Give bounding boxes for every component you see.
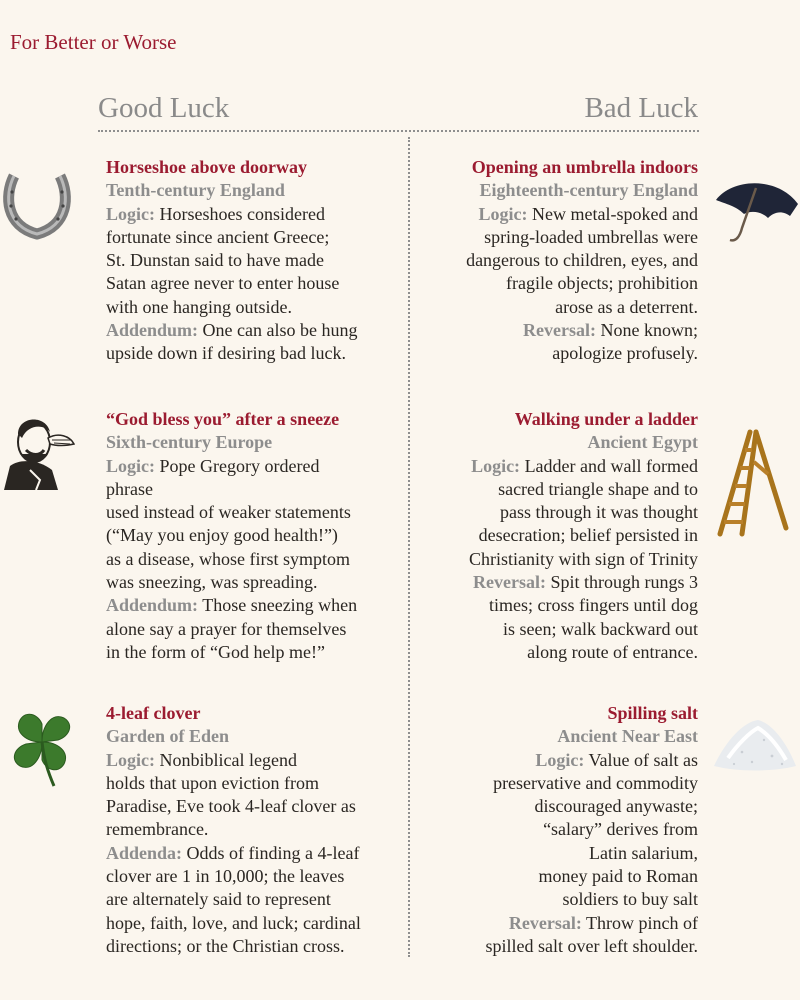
text-line: Ladder and wall formed: [524, 455, 698, 476]
text-line: holds that upon eviction from: [106, 772, 319, 793]
text-line: Christianity with sign of Trinity: [468, 548, 698, 569]
text-line: directions; or the Christian cross.: [106, 935, 345, 956]
addenda-paragraph: [106, 842, 396, 958]
logic-label: Logic:: [106, 455, 155, 476]
text-line: Paradise, Eve took 4-leaf clover as: [106, 796, 356, 817]
entry-title: Horseshoe above doorway: [106, 157, 307, 177]
logic-paragraph: [106, 749, 396, 842]
reversal-label: Reversal:: [473, 572, 546, 593]
text-line: is seen; walk backward out: [503, 618, 698, 639]
text-line: Pope Gregory ordered: [159, 455, 320, 476]
good-luck-entry-clover: [106, 702, 396, 958]
text-line: desecration; belief persisted in: [478, 525, 698, 546]
logic-paragraph: [408, 203, 698, 319]
text-line: times; cross fingers until dog: [489, 595, 698, 616]
text-line: alone say a prayer for themselves: [106, 618, 347, 639]
bad-luck-entry-salt: [408, 702, 698, 958]
text-line: clover are 1 in 10,000; the leaves: [106, 866, 345, 887]
text-line: money paid to Roman: [538, 866, 698, 887]
text-line: pass through it was thought: [500, 502, 698, 523]
text-line: St. Dunstan said to have made: [106, 250, 324, 271]
entry-origin: Ancient Egypt: [587, 432, 698, 453]
text-line: used instead of weaker statements: [106, 502, 351, 523]
entry-origin: Ancient Near East: [557, 726, 698, 747]
entry-title: Spilling salt: [607, 703, 698, 723]
text-line: spring-loaded umbrellas were: [484, 226, 698, 247]
entry-origin: Tenth-century England: [106, 180, 285, 201]
reversal-paragraph: [408, 319, 698, 366]
header-divider: [98, 130, 699, 132]
logic-label: Logic:: [471, 455, 521, 476]
text-line: Value of salt as: [588, 749, 698, 770]
ladder-icon: [712, 428, 790, 538]
text-line: hope, faith, love, and luck; cardinal: [106, 912, 361, 933]
text-line: in the form of “God help me!”: [106, 641, 325, 662]
entry-origin: Garden of Eden: [106, 726, 230, 747]
logic-paragraph: [106, 203, 396, 319]
text-line: apologize profusely.: [552, 343, 698, 364]
entry-origin: Sixth-century Europe: [106, 432, 273, 453]
reversal-paragraph: [408, 912, 698, 959]
entry-origin: Eighteenth-century England: [479, 180, 698, 201]
text-line: fragile objects; prohibition: [506, 273, 698, 294]
logic-paragraph: [408, 455, 698, 571]
text-line: Horseshoes considered: [159, 203, 325, 224]
text-line: discouraged anywaste;: [534, 796, 698, 817]
text-line: arose as a deterrent.: [555, 296, 698, 317]
text-line: remembrance.: [106, 819, 209, 840]
entry-title: 4-leaf clover: [106, 703, 201, 723]
logic-label: Logic:: [106, 203, 155, 224]
reversal-label: Reversal:: [523, 320, 596, 341]
logic-paragraph: [106, 455, 396, 595]
text-line: Spit through rungs 3: [550, 572, 698, 593]
text-line: Satan agree never to enter house: [106, 273, 340, 294]
text-line: One can also be hung: [202, 320, 358, 341]
text-line: phrase: [106, 478, 153, 499]
bad-luck-entry-ladder: [408, 408, 698, 664]
horseshoe-icon: [2, 168, 72, 240]
bad-luck-heading: Bad Luck: [584, 92, 698, 124]
reversal-label: Reversal:: [508, 912, 582, 933]
text-line: along route of entrance.: [527, 641, 698, 662]
text-line: dangerous to children, eyes, and: [466, 250, 698, 271]
umbrella-icon: [712, 178, 800, 252]
text-line: upside down if desiring bad luck.: [106, 343, 346, 364]
addendum-label: Addendum:: [106, 595, 199, 616]
sneezing-man-icon: [0, 410, 82, 492]
text-line: “salary” derives from: [543, 819, 698, 840]
text-line: with one hanging outside.: [106, 296, 292, 317]
addendum-label: Addendum:: [106, 320, 199, 341]
text-line: was sneezing, was spreading.: [106, 572, 318, 593]
reversal-paragraph: [408, 571, 698, 664]
text-line: Latin salarium,: [589, 842, 698, 863]
entry-title: Opening an umbrella indoors: [471, 157, 698, 177]
text-line: soldiers to buy salt: [562, 889, 698, 910]
page-kicker: For Better or Worse: [10, 30, 177, 54]
good-luck-entry-horseshoe: [106, 156, 396, 366]
text-line: are alternately said to represent: [106, 889, 331, 910]
entry-title: Walking under a ladder: [514, 409, 698, 429]
four-leaf-clover-icon: [8, 706, 76, 788]
text-line: preservative and commodity: [493, 772, 698, 793]
logic-label: Logic:: [478, 203, 528, 224]
text-line: None known;: [600, 320, 698, 341]
entry-title: “God bless you” after a sneeze: [106, 409, 340, 429]
logic-label: Logic:: [535, 749, 585, 770]
addenda-label: Addenda:: [106, 842, 183, 863]
text-line: spilled salt over left shoulder.: [485, 935, 698, 956]
text-line: Nonbiblical legend: [159, 749, 297, 770]
text-line: as a disease, whose first symptom: [106, 548, 350, 569]
addendum-paragraph: [106, 594, 396, 664]
text-line: (“May you enjoy good health!”): [106, 525, 338, 546]
text-line: Odds of finding a 4-leaf: [186, 842, 360, 863]
text-line: New metal-spoked and: [532, 203, 698, 224]
text-line: Throw pinch of: [586, 912, 698, 933]
bad-luck-entry-umbrella: [408, 156, 698, 366]
salt-pile-icon: [712, 714, 798, 772]
text-line: sacred triangle shape and to: [498, 478, 698, 499]
good-luck-entry-bless-you: [106, 408, 396, 664]
logic-paragraph: [408, 749, 698, 912]
text-line: Those sneezing when: [202, 595, 358, 616]
text-line: fortunate since ancient Greece;: [106, 226, 330, 247]
good-luck-heading: Good Luck: [98, 92, 230, 124]
addendum-paragraph: [106, 319, 396, 366]
logic-label: Logic:: [106, 749, 155, 770]
